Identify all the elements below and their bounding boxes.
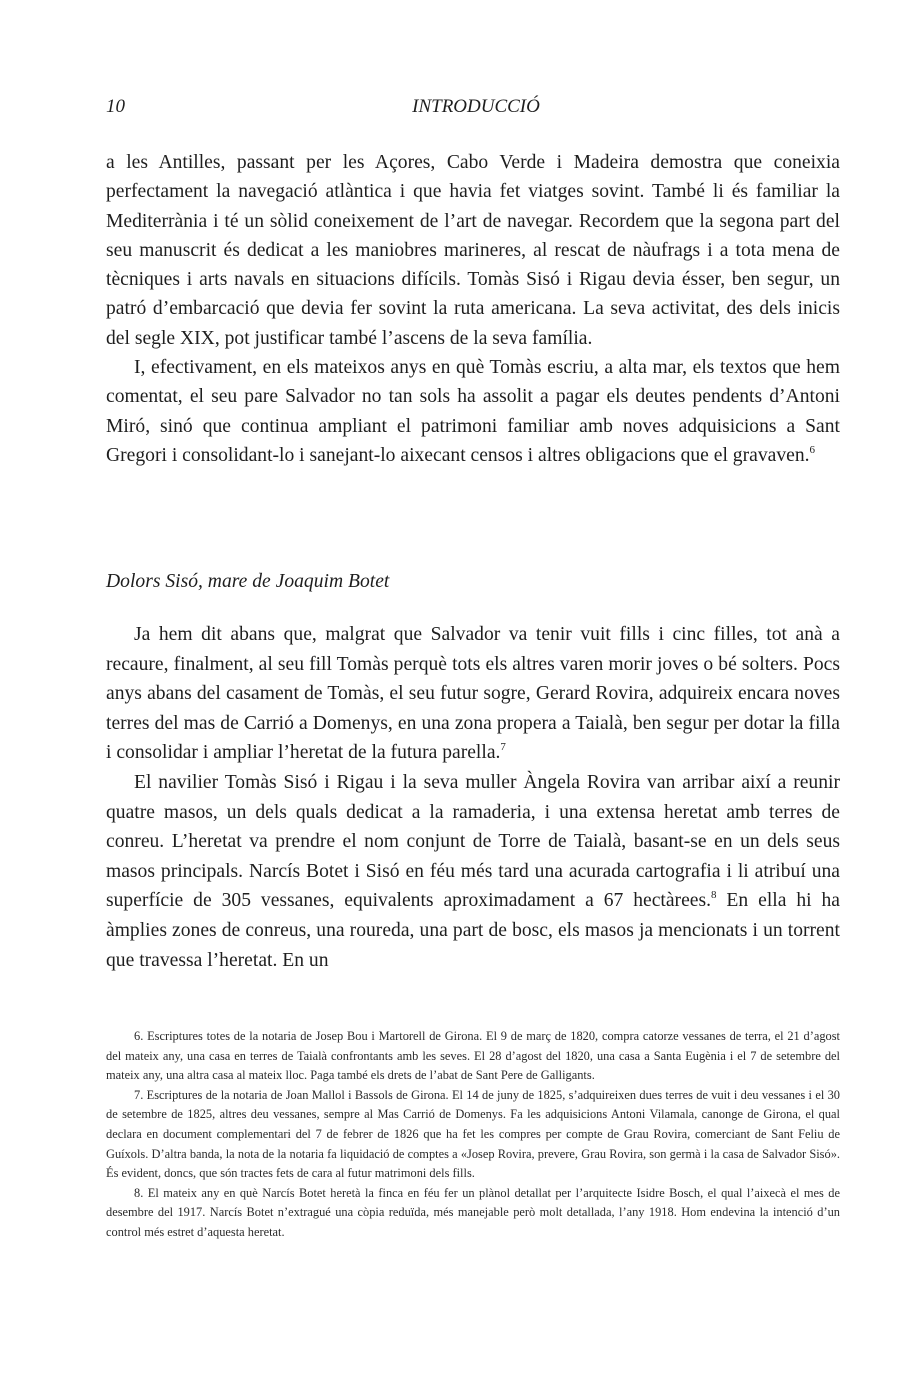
paragraph-text: Ja hem dit abans que, malgrat que Salvador va tenir vuit fills i cinc filles, tot anà a recaure, finalment, al seu fill Tomàs perquè tots els altres varen morir joves o bé solters. Pocs anys abans del casament de Tomàs, el seu futur sogre, Gerard Rovira, adquireix encara noves terres del mas de Carrió a Domenys, en una zona propera a Taialà, ben segur per dotar la filla i consolidar i ampliar l’heretat de la futura parella. <box>106 624 840 764</box>
footnote-ref[interactable]: 7 <box>500 741 506 754</box>
paragraph-text: I, efectivament, en els mateixos anys en què Tomàs escriu, a alta mar, els textos que hem comentat, el seu pare Salvador no tan sols ha assolit a pagar els deutes pendents d’Antoni Miró, sinó que continua ampliant el patrimoni familiar amb noves adquisicions a Sant Gregori i consolidant-lo i sanejant-lo aixecant censos i altres obligacions que el gravaven. <box>106 357 840 466</box>
paragraph <box>106 353 840 470</box>
footnote <box>106 1027 840 1086</box>
paragraph <box>106 148 840 353</box>
page-number: 10 <box>106 96 125 117</box>
section-text <box>106 620 840 975</box>
intro-text <box>106 148 840 470</box>
footnotes <box>106 1027 840 1243</box>
paragraph-text: En ella hi ha àmplies zones de conreus, una roureda, una part de bosc, els masos ja mencionats i un torrent que travessa l’heretat. En un <box>106 890 840 971</box>
footnote <box>106 1086 840 1184</box>
paragraph-text: El navilier Tomàs Sisó i Rigau i la seva muller Àngela Rovira van arribar així a reunir quatre masos, un dels quals dedicat a la ramaderia, i una extensa heretat amb terres de conreu. L’heretat va prendre el nom conjunt de Torre de Taialà, basant-se en un dels seus masos principals. Narcís Botet i Sisó en féu més tard una acurada cartografia i li atribuí una superfície de 305 vessanes, equivalents aproximadament a 67 hectàrees. <box>106 771 840 912</box>
running-head: INTRODUCCIÓ <box>412 96 540 117</box>
footnote-number: 8. <box>134 1185 144 1200</box>
footnote-text: Escriptures de la notaria de Joan Mallol i Bassols de Girona. El 14 de juny de 1825, s’adquireixen dues terres de vuit i deu vessanes i el 30 de setembre de 1825, altres deu vessanes, sempre al Mas Carrió de Domenys. Fa les adquisicions Antoni Vilamala, canonge de Girona, el qual declara en document complementari del 7 de febrer de 1826 que ha fet les compres per compte de Grau Rovira, comerciant de Sant Feliu de Guíxols. D’altra banda, la nota de la notaria fa liquidació de comptes a «Josep Rovira, prevere, Grau Rovira, son germà i la casa de Salvador Sisó». És evident, doncs, que són tractes fets de cara al futur matrimoni dels fills. <box>106 1087 840 1181</box>
footnote-ref[interactable]: 6 <box>809 443 816 456</box>
footnote-text: Escriptures totes de la notaria de Josep Bou i Martorell de Girona. El 9 de març de 1820, compra catorze vessanes de terra, el 21 d’agost del mateix any, una casa en terres de Taialà confrontants amb les seves. El 28 d’agost del 1820, una casa a Santa Eugènia i el 7 de setembre del mateix any, una altra casa al mateix lloc. Paga també els drets de l’abat de Sant Pere de Galligants. <box>106 1029 840 1083</box>
footnote-text: El mateix any en què Narcís Botet heretà la finca en féu fer un plànol detallat per l’arquitecte Isidre Bosch, el qual l’aixecà el mes de desembre del 1917. Narcís Botet n’extragué una còpia reduïda, més manejable però molt detallada, l’any 1918. Hom endevina la intenció d’un control més estret d’aquesta heretat. <box>106 1185 840 1239</box>
paragraph <box>106 768 840 975</box>
paragraph-text: a les Antilles, passant per les Açores, Cabo Verde i Madeira demostra que coneixia perfectament la navegació atlàntica i que havia fet viatges sovint. També li és familiar la Mediterrània i té un sòlid coneixement de l’art de navegar. Recordem que la segona part del seu manuscrit és dedicat a les maniobres marineres, al rescat de nàufrags i a tota mena de tècniques i arts navals en situacions difícils. Tomàs Sisó i Rigau devia ésser, ben segur, un patró d’embarcació que devia fer sovint la ruta americana. La seva activitat, des dels inicis del segle XIX, pot justificar també l’ascens de la seva família. <box>106 152 840 349</box>
section-heading: Dolors Sisó, mare de Joaquim Botet <box>106 571 390 592</box>
footnote-ref[interactable]: 8 <box>711 889 717 902</box>
page-header <box>106 96 846 124</box>
paragraph <box>106 620 840 768</box>
footnote-number: 6. <box>134 1029 144 1043</box>
footnote <box>106 1184 840 1243</box>
footnote-number: 7. <box>134 1087 144 1102</box>
